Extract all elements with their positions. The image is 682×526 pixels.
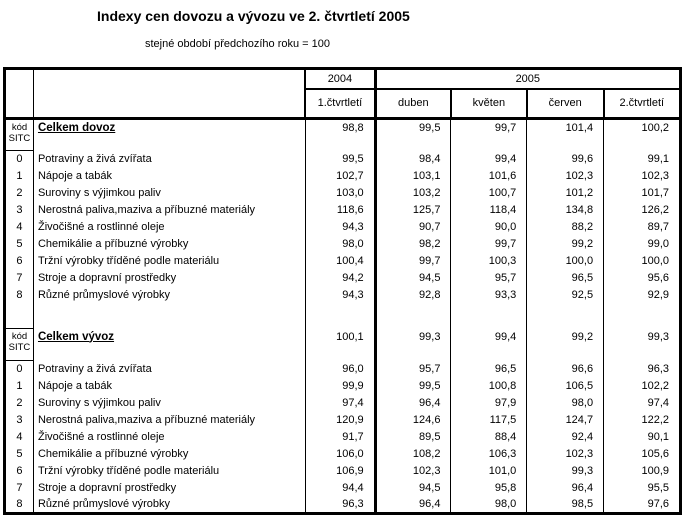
row-value: 100,7 <box>451 185 527 202</box>
category-label: Tržní výrobky tříděné podle materiálu <box>37 255 220 267</box>
row-value: 108,2 <box>375 446 451 463</box>
row-value: 120,9 <box>305 412 375 429</box>
col-header-cerven: červen <box>527 89 604 119</box>
sitc-code-cell: 0 <box>5 361 34 378</box>
sitc-code-cell: 2 <box>5 395 34 412</box>
row-value: 102,7 <box>305 168 375 185</box>
total-value: 99,3 <box>604 329 681 361</box>
sitc-code-header: kód SITC <box>5 119 34 151</box>
spacer-value-cell <box>527 304 604 329</box>
category-label: Tržní výrobky tříděné podle materiálu <box>37 465 220 477</box>
col-header-q2-2005: 2.čtvrtletí <box>604 89 681 119</box>
total-value: 99,3 <box>375 329 451 361</box>
total-row <box>5 329 681 361</box>
row-value: 94,5 <box>375 480 451 497</box>
row-value: 100,0 <box>604 253 681 270</box>
total-value: 99,7 <box>451 119 527 151</box>
total-value: 100,2 <box>604 119 681 151</box>
col-header-duben: duben <box>375 89 451 119</box>
row-value: 103,1 <box>375 168 451 185</box>
row-value: 100,3 <box>451 253 527 270</box>
row-value: 99,7 <box>375 253 451 270</box>
row-value: 98,0 <box>305 236 375 253</box>
category-label: Různé průmyslové výrobky <box>37 289 171 301</box>
corner-label-cell <box>33 69 305 119</box>
total-value: 99,2 <box>527 329 604 361</box>
row-value: 124,6 <box>375 412 451 429</box>
row-value: 102,3 <box>527 168 604 185</box>
sitc-code-header: kód SITC <box>5 329 34 361</box>
row-value: 118,6 <box>305 202 375 219</box>
row-value: 102,3 <box>604 168 681 185</box>
row-value: 117,5 <box>451 412 527 429</box>
category-label: Stroje a dopravní prostředky <box>37 272 177 284</box>
table-row <box>5 429 681 446</box>
row-value: 97,6 <box>604 497 681 514</box>
table-row <box>5 497 681 514</box>
category-label: Chemikálie a příbuzné výrobky <box>37 448 189 460</box>
total-label: Celkem dovoz <box>37 122 116 134</box>
row-value: 101,0 <box>451 463 527 480</box>
row-value: 90,1 <box>604 429 681 446</box>
row-value: 91,7 <box>305 429 375 446</box>
category-label: Živočišné a rostlinné oleje <box>37 221 165 233</box>
total-value: 99,4 <box>451 329 527 361</box>
spacer-value-cell <box>375 304 451 329</box>
table-body <box>5 119 681 514</box>
row-value: 99,9 <box>305 378 375 395</box>
sitc-code-cell: 4 <box>5 429 34 446</box>
table-row <box>5 395 681 412</box>
total-value: 98,8 <box>305 119 375 151</box>
table-row <box>5 412 681 429</box>
sitc-code-cell: 3 <box>5 202 34 219</box>
spacer-value-cell <box>604 304 681 329</box>
category-label: Různé průmyslové výrobky <box>37 498 171 511</box>
category-label: Chemikálie a příbuzné výrobky <box>37 238 189 250</box>
row-value: 94,2 <box>305 270 375 287</box>
row-value: 94,5 <box>375 270 451 287</box>
row-value: 122,2 <box>604 412 681 429</box>
col-group-2005: 2005 <box>375 69 680 89</box>
row-value: 96,3 <box>604 361 681 378</box>
row-value: 92,5 <box>527 287 604 304</box>
spacer-label-cell <box>33 304 305 329</box>
sitc-code-cell: 7 <box>5 480 34 497</box>
category-label: Stroje a dopravní prostředky <box>37 482 177 494</box>
row-value: 96,4 <box>375 395 451 412</box>
row-value: 99,2 <box>527 236 604 253</box>
table-row <box>5 253 681 270</box>
category-label: Suroviny s výjimkou paliv <box>37 397 161 409</box>
row-value: 88,4 <box>451 429 527 446</box>
table-row <box>5 219 681 236</box>
category-label: Nerostná paliva,maziva a příbuzné materiály <box>37 414 256 426</box>
sitc-code-cell: 8 <box>5 497 34 514</box>
col-header-kveten: květen <box>451 89 527 119</box>
row-value: 103,2 <box>375 185 451 202</box>
row-value: 100,9 <box>604 463 681 480</box>
row-value: 94,4 <box>305 480 375 497</box>
total-label: Celkem vývoz <box>37 330 115 343</box>
row-value: 98,5 <box>527 497 604 514</box>
row-value: 98,4 <box>375 151 451 168</box>
table-row <box>5 185 681 202</box>
row-value: 89,7 <box>604 219 681 236</box>
sitc-code-cell: 1 <box>5 168 34 185</box>
row-value: 99,4 <box>451 151 527 168</box>
total-value: 99,5 <box>375 119 451 151</box>
sitc-code-cell: 5 <box>5 236 34 253</box>
table-row <box>5 446 681 463</box>
total-value: 101,4 <box>527 119 604 151</box>
sitc-code-cell: 6 <box>5 253 34 270</box>
col-group-2004: 2004 <box>305 69 375 89</box>
sitc-code-cell: 5 <box>5 446 34 463</box>
table-row <box>5 480 681 497</box>
row-value: 92,4 <box>527 429 604 446</box>
row-value: 106,0 <box>305 446 375 463</box>
sitc-code-cell: 6 <box>5 463 34 480</box>
row-value: 105,6 <box>604 446 681 463</box>
row-value: 99,6 <box>527 151 604 168</box>
row-value: 88,2 <box>527 219 604 236</box>
table-row <box>5 378 681 395</box>
table-row <box>5 168 681 185</box>
row-value: 101,2 <box>527 185 604 202</box>
row-value: 97,4 <box>305 395 375 412</box>
spacer-value-cell <box>451 304 527 329</box>
row-value: 94,3 <box>305 219 375 236</box>
sitc-code-cell: 1 <box>5 378 34 395</box>
row-value: 97,4 <box>604 395 681 412</box>
spacer-row <box>5 304 681 329</box>
row-value: 98,2 <box>375 236 451 253</box>
price-index-table <box>3 67 682 515</box>
category-label: Živočišné a rostlinné oleje <box>37 431 165 443</box>
row-value: 93,3 <box>451 287 527 304</box>
row-value: 98,0 <box>527 395 604 412</box>
category-label: Potraviny a živá zvířata <box>37 363 152 375</box>
row-value: 101,7 <box>604 185 681 202</box>
row-value: 126,2 <box>604 202 681 219</box>
row-value: 90,7 <box>375 219 451 236</box>
row-value: 99,0 <box>604 236 681 253</box>
row-value: 96,5 <box>451 361 527 378</box>
row-value: 95,7 <box>375 361 451 378</box>
col-header-q1-2004: 1.čtvrtletí <box>305 89 375 119</box>
row-value: 95,6 <box>604 270 681 287</box>
year-header-row <box>5 69 681 89</box>
row-value: 96,6 <box>527 361 604 378</box>
row-value: 99,7 <box>451 236 527 253</box>
row-value: 98,0 <box>451 497 527 514</box>
table-row <box>5 236 681 253</box>
row-value: 96,5 <box>527 270 604 287</box>
row-value: 96,0 <box>305 361 375 378</box>
row-value: 102,2 <box>604 378 681 395</box>
total-value: 100,1 <box>305 329 375 361</box>
row-value: 96,4 <box>527 480 604 497</box>
table-row <box>5 270 681 287</box>
row-value: 95,8 <box>451 480 527 497</box>
row-value: 124,7 <box>527 412 604 429</box>
category-label: Nápoje a tabák <box>37 380 112 392</box>
spacer-value-cell <box>305 304 375 329</box>
category-label: Nerostná paliva,maziva a příbuzné materiály <box>37 204 256 216</box>
row-value: 99,1 <box>604 151 681 168</box>
sitc-code-cell: 0 <box>5 151 34 168</box>
page-title: Indexy cen dovozu a vývozu ve 2. čtvrtletí 2005 <box>97 8 410 24</box>
row-value: 92,8 <box>375 287 451 304</box>
sitc-code-cell: 7 <box>5 270 34 287</box>
sitc-code-cell: 8 <box>5 287 34 304</box>
row-value: 95,7 <box>451 270 527 287</box>
row-value: 94,3 <box>305 287 375 304</box>
sitc-code-cell: 4 <box>5 219 34 236</box>
row-value: 97,9 <box>451 395 527 412</box>
row-value: 89,5 <box>375 429 451 446</box>
row-value: 102,3 <box>527 446 604 463</box>
row-value: 96,4 <box>375 497 451 514</box>
sitc-code-cell: 3 <box>5 412 34 429</box>
table-row <box>5 151 681 168</box>
total-row <box>5 119 681 151</box>
row-value: 106,3 <box>451 446 527 463</box>
category-label: Potraviny a živá zvířata <box>37 153 152 165</box>
table-row <box>5 361 681 378</box>
row-value: 100,8 <box>451 378 527 395</box>
row-value: 92,9 <box>604 287 681 304</box>
page-subtitle: stejné období předchozího roku = 100 <box>145 38 330 50</box>
row-value: 95,5 <box>604 480 681 497</box>
corner-code-cell <box>5 69 34 119</box>
row-value: 134,8 <box>527 202 604 219</box>
row-value: 106,9 <box>305 463 375 480</box>
row-value: 102,3 <box>375 463 451 480</box>
row-value: 96,3 <box>305 497 375 514</box>
row-value: 103,0 <box>305 185 375 202</box>
row-value: 101,6 <box>451 168 527 185</box>
row-value: 106,5 <box>527 378 604 395</box>
row-value: 99,3 <box>527 463 604 480</box>
row-value: 100,0 <box>527 253 604 270</box>
table-row <box>5 463 681 480</box>
category-label: Suroviny s výjimkou paliv <box>37 187 161 199</box>
table-row <box>5 202 681 219</box>
spacer-code-cell <box>5 304 34 329</box>
sitc-code-cell: 2 <box>5 185 34 202</box>
row-value: 100,4 <box>305 253 375 270</box>
row-value: 125,7 <box>375 202 451 219</box>
row-value: 99,5 <box>305 151 375 168</box>
row-value: 99,5 <box>375 378 451 395</box>
row-value: 118,4 <box>451 202 527 219</box>
row-value: 90,0 <box>451 219 527 236</box>
category-label: Nápoje a tabák <box>37 170 112 182</box>
table-row <box>5 287 681 304</box>
